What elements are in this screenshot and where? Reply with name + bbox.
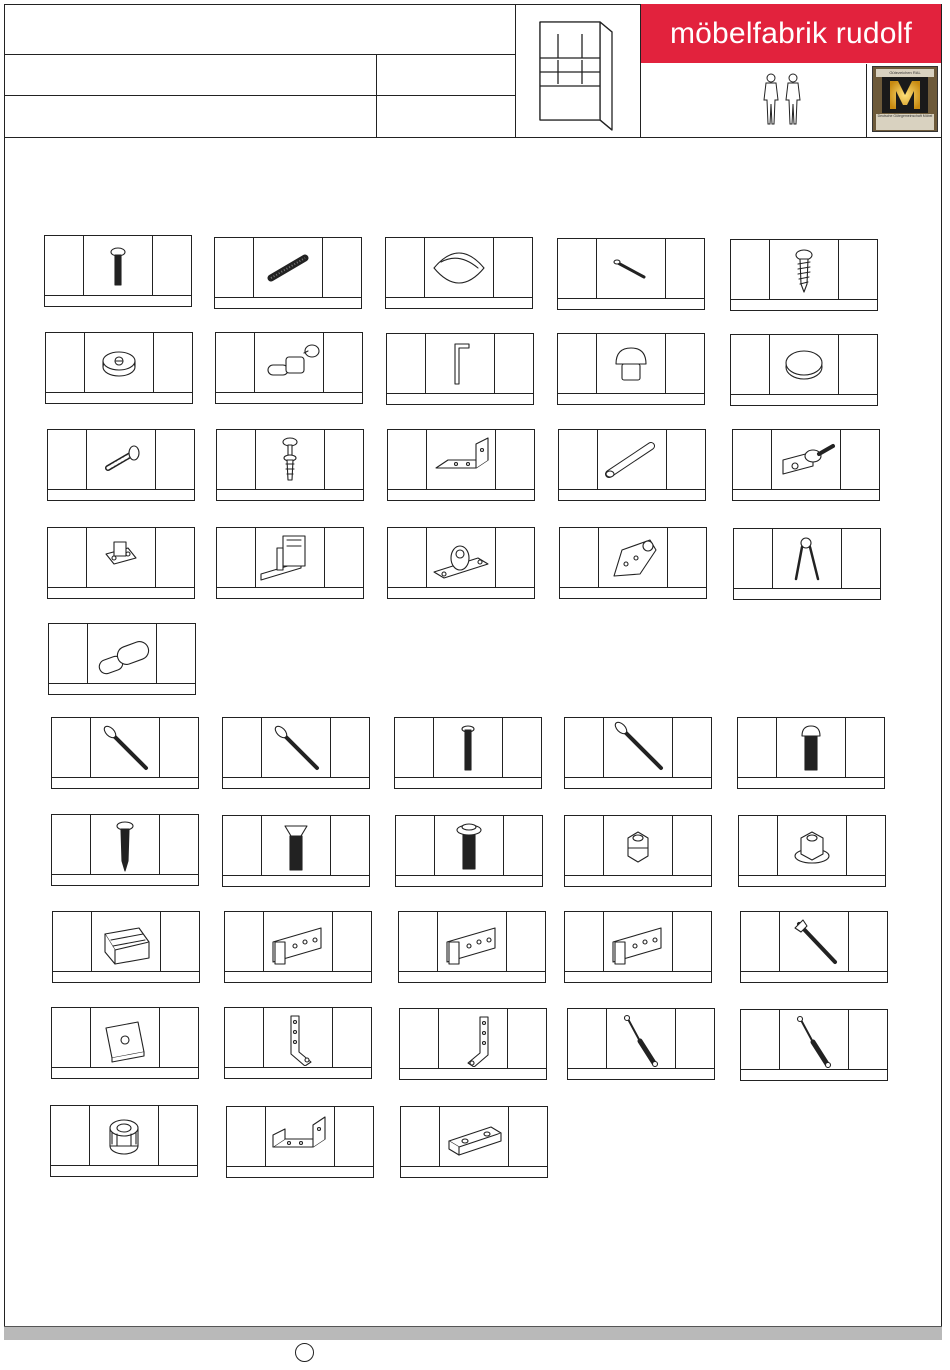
long-screw-icon <box>52 718 198 776</box>
hardware-part-box <box>214 237 362 309</box>
wooden-dowel-icon <box>559 430 705 488</box>
part-label <box>225 972 371 983</box>
lift-arm-right-icon <box>400 1009 546 1067</box>
hardware-part-box <box>216 429 364 501</box>
part-label <box>568 1069 714 1080</box>
hardware-part-box <box>385 237 533 309</box>
hardware-part-box <box>557 333 705 405</box>
title-block-line <box>376 54 377 137</box>
part-label <box>48 588 194 599</box>
hardware-part-box <box>387 429 535 501</box>
hardware-part-box <box>47 429 195 501</box>
part-label <box>560 588 706 599</box>
part-label <box>49 684 195 695</box>
countersunk-bolt-icon <box>223 816 369 874</box>
footer-bar <box>4 1326 942 1340</box>
part-label <box>217 588 363 599</box>
lamello-biscuit-icon <box>386 238 532 296</box>
part-label <box>45 296 191 307</box>
part-label <box>558 394 704 405</box>
wood-screw-icon <box>565 718 711 776</box>
part-label <box>215 298 361 309</box>
mounting-plate-icon <box>48 528 194 586</box>
allen-key-icon <box>387 334 533 392</box>
part-label <box>395 778 541 789</box>
page-number <box>295 1343 314 1362</box>
part-label <box>396 876 542 887</box>
hardware-part-box <box>47 527 195 599</box>
hardware-part-box <box>557 238 705 310</box>
part-label <box>386 298 532 309</box>
lift-mechanism-right-icon <box>565 912 711 970</box>
title-block-line <box>515 4 516 137</box>
hardware-part-box <box>733 528 881 600</box>
part-label <box>739 876 885 887</box>
hardware-part-box <box>224 911 372 983</box>
hardware-part-box <box>44 235 192 307</box>
hardware-part-box <box>730 334 878 406</box>
leveling-foot-icon <box>51 1106 197 1164</box>
hardware-part-box <box>730 239 878 311</box>
brand-logo: möbelfabrik rudolf <box>641 4 941 63</box>
part-label <box>227 1167 373 1178</box>
hardware-part-box <box>51 814 199 886</box>
cam-lock-icon <box>46 333 192 391</box>
small-screw-icon <box>558 239 704 297</box>
part-label <box>52 875 198 886</box>
part-label <box>400 1069 546 1080</box>
chipboard-screw-icon <box>52 815 198 873</box>
connector-bolt-icon <box>216 333 362 391</box>
clamp-block-icon <box>53 912 199 970</box>
part-label <box>387 394 533 405</box>
part-label <box>223 778 369 789</box>
pan-head-screw-icon <box>45 236 191 294</box>
hardware-part-box <box>740 911 888 983</box>
hardware-part-box <box>395 815 543 887</box>
countersunk-screw-icon <box>741 912 887 970</box>
hardware-part-box <box>564 815 712 887</box>
hardware-part-box <box>564 911 712 983</box>
part-label <box>53 972 199 983</box>
hardware-part-box <box>45 332 193 404</box>
part-label <box>223 876 369 887</box>
angle-bracket-icon <box>388 430 534 488</box>
round-cap-icon <box>731 335 877 393</box>
hardware-part-box <box>564 717 712 789</box>
hardware-part-box <box>398 911 546 983</box>
cover-cap-icon <box>558 334 704 392</box>
hardware-part-box <box>216 527 364 599</box>
hardware-part-box <box>222 815 370 887</box>
long-screw-icon <box>223 718 369 776</box>
u-bracket-icon <box>227 1107 373 1165</box>
part-label <box>731 395 877 406</box>
hardware-part-box <box>400 1106 548 1178</box>
hardware-part-box <box>732 429 880 501</box>
hardware-part-box <box>737 717 885 789</box>
title-block-line <box>4 54 516 55</box>
wall-cabinet-icon <box>530 12 630 134</box>
wall-plug-tool-icon <box>734 529 880 587</box>
part-label <box>565 972 711 983</box>
cam-bolt-icon <box>217 430 363 488</box>
part-label <box>733 490 879 501</box>
hardware-part-box <box>226 1106 374 1178</box>
hardware-part-box <box>51 717 199 789</box>
part-label <box>388 490 534 501</box>
part-label <box>401 1167 547 1178</box>
hardware-part-box <box>386 333 534 405</box>
hardware-part-box <box>224 1007 372 1079</box>
hardware-part-box <box>51 1007 199 1079</box>
hinge-icon <box>733 430 879 488</box>
part-label <box>52 1068 198 1079</box>
part-label <box>738 778 884 789</box>
seal-top-text: Gütezeichen RAL <box>876 69 934 77</box>
lift-mechanism-icon <box>399 912 545 970</box>
hardware-part-box <box>738 815 886 887</box>
title-block-line <box>866 64 867 137</box>
spacer-block-icon <box>401 1107 547 1165</box>
hardware-part-box <box>50 1105 198 1177</box>
button-head-screw-icon <box>738 718 884 776</box>
part-label <box>48 490 194 501</box>
gas-strut-icon <box>568 1009 714 1067</box>
hardware-part-box <box>387 527 535 599</box>
part-label <box>558 299 704 310</box>
hardware-part-box <box>48 623 196 695</box>
part-label <box>399 972 545 983</box>
wall-hanger-icon <box>388 528 534 586</box>
sheet-metal-screw-icon <box>731 240 877 298</box>
connector-sleeve-icon <box>49 624 195 682</box>
part-label <box>51 1166 197 1177</box>
hardware-part-box <box>559 527 707 599</box>
part-label <box>388 588 534 599</box>
hardware-part-box <box>558 429 706 501</box>
part-label <box>217 490 363 501</box>
part-label <box>46 393 192 404</box>
hardware-part-box <box>215 332 363 404</box>
hardware-part-box <box>52 911 200 983</box>
lift-arm-left-icon <box>225 1008 371 1066</box>
hardware-part-box <box>567 1008 715 1080</box>
machine-bolt-icon <box>395 718 541 776</box>
hardware-part-box <box>394 717 542 789</box>
part-label <box>731 300 877 311</box>
hardware-part-box <box>740 1009 888 1081</box>
part-label <box>565 876 711 887</box>
two-persons-icon <box>760 72 804 126</box>
cabinet-hanger-icon <box>560 528 706 586</box>
seal-m-logo <box>882 77 928 113</box>
hardware-part-box <box>222 717 370 789</box>
hardware-part-box <box>399 1008 547 1080</box>
part-label <box>741 1070 887 1081</box>
part-label <box>741 972 887 983</box>
drawer-runner-clip-icon <box>217 528 363 586</box>
euro-screw-icon <box>48 430 194 488</box>
part-label <box>565 778 711 789</box>
title-block-line <box>4 95 516 96</box>
flange-nut-icon <box>739 816 885 874</box>
gas-strut-icon <box>741 1010 887 1068</box>
lock-nut-icon <box>565 816 711 874</box>
part-label <box>559 490 705 501</box>
threaded-rod-icon <box>215 238 361 296</box>
quality-seal <box>872 66 938 132</box>
part-label <box>216 393 362 404</box>
square-nut-plate-icon <box>52 1008 198 1066</box>
seal-bottom-text: Deutsche Gütegemeinschaft Möbel <box>876 114 934 130</box>
lift-mechanism-left-icon <box>225 912 371 970</box>
flange-bolt-icon <box>396 816 542 874</box>
part-label <box>734 589 880 600</box>
part-label <box>52 778 198 789</box>
part-label <box>225 1068 371 1079</box>
